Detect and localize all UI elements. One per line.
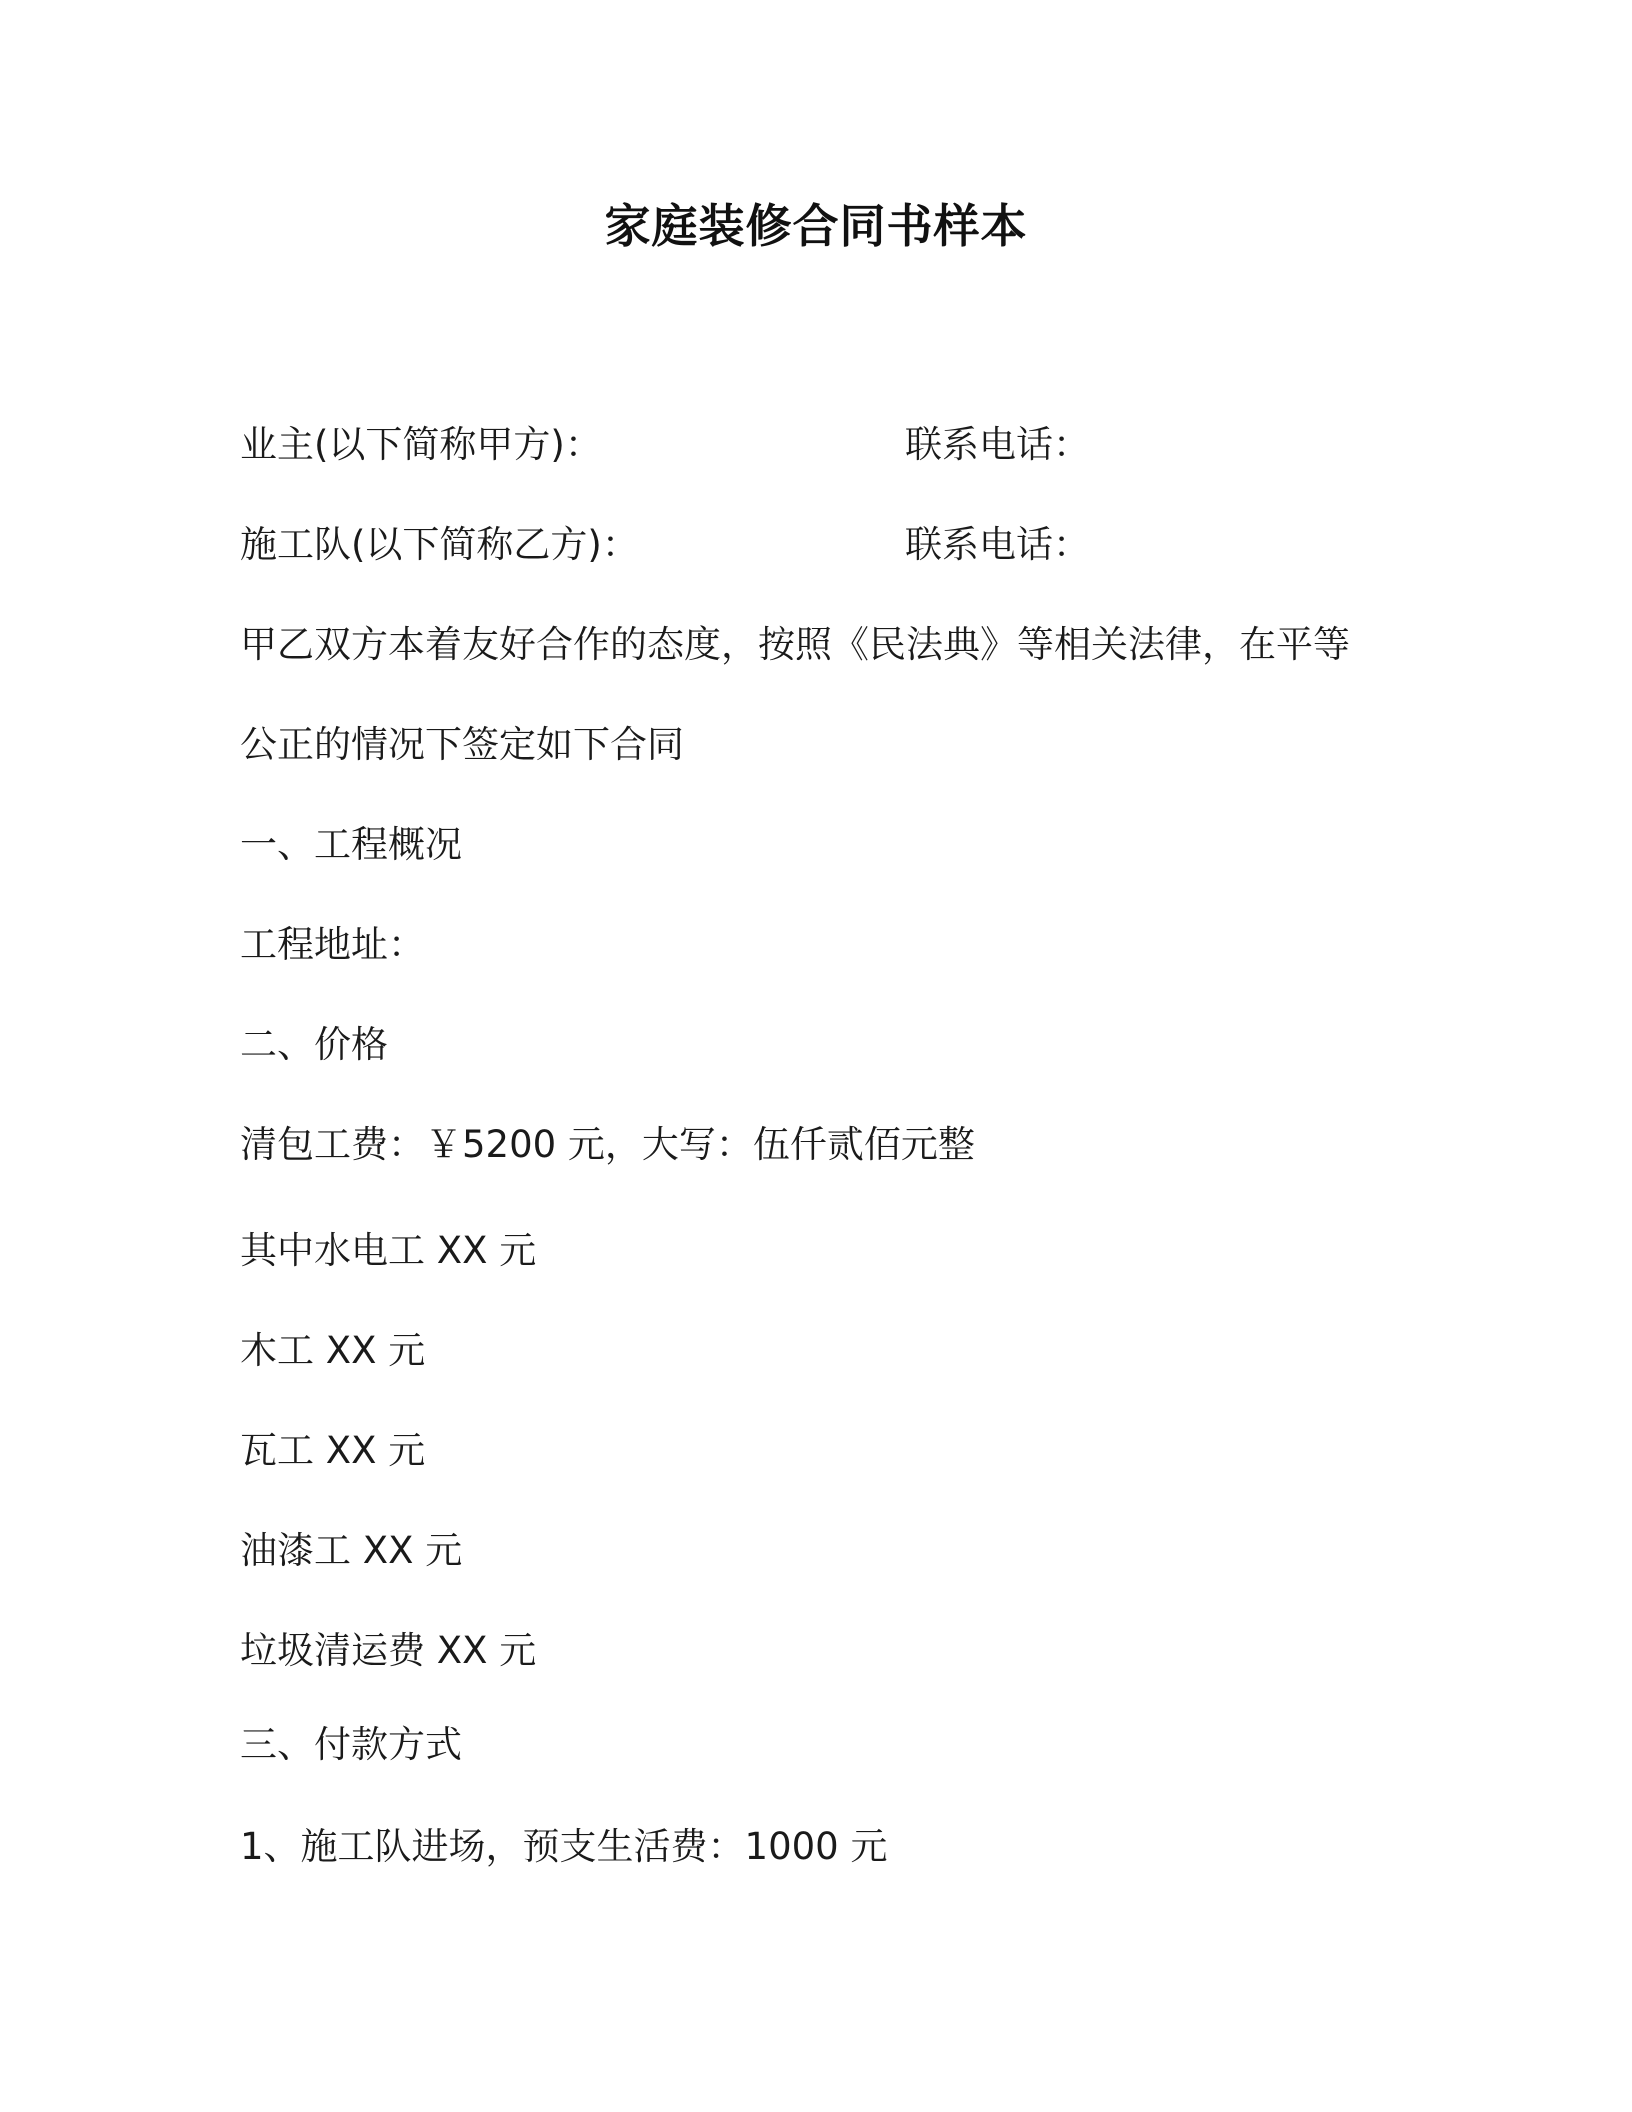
project-address-label: 工程地址：	[240, 923, 425, 966]
section-heading-payment: 三、付款方式	[240, 1723, 462, 1766]
intro-line-2: 公正的情况下签定如下合同	[240, 723, 684, 766]
party-b-label: 施工队(以下简称乙方)：	[240, 523, 639, 566]
total-labor-fee: 清包工费：￥5200 元，大写：伍仟贰佰元整	[240, 1123, 975, 1166]
party-b-phone-label: 联系电话：	[905, 523, 1090, 566]
intro-line-1: 甲乙双方本着友好合作的态度，按照《民法典》等相关法律，在平等	[240, 623, 1350, 666]
document-title: 家庭装修合同书样本	[604, 199, 1028, 253]
price-item: 油漆工 XX 元	[240, 1529, 463, 1572]
party-a-label: 业主(以下简称甲方)：	[240, 423, 602, 466]
price-item: 垃圾清运费 XX 元	[240, 1629, 537, 1672]
price-item: 瓦工 XX 元	[240, 1429, 426, 1472]
price-item: 其中水电工 XX 元	[240, 1229, 537, 1272]
party-a-phone-label: 联系电话：	[905, 423, 1090, 466]
section-heading-price: 二、价格	[240, 1023, 388, 1066]
price-item: 木工 XX 元	[240, 1329, 426, 1372]
party-b-row	[240, 520, 1440, 570]
section-heading-overview: 一、工程概况	[240, 823, 462, 866]
payment-item: 1、施工队进场，预支生活费：1000 元	[240, 1825, 888, 1868]
party-a-row	[240, 420, 1440, 470]
